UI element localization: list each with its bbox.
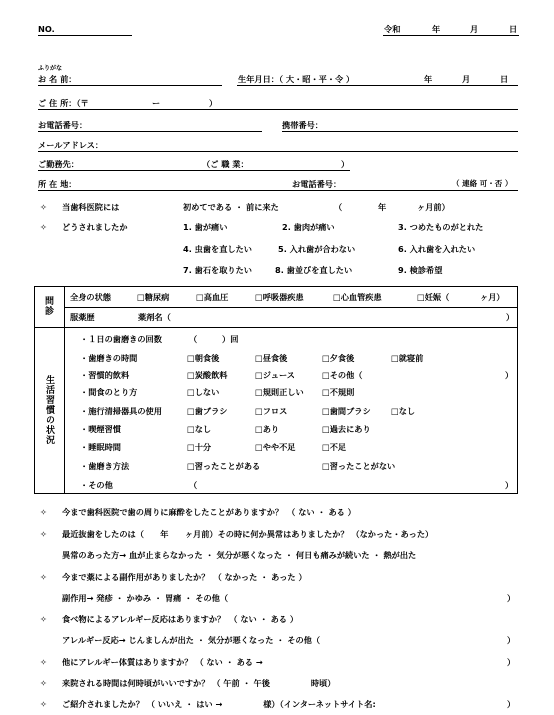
table-divider — [64, 286, 65, 494]
birth-day: 日 — [500, 74, 509, 84]
question-text: 今まで薬による副作用がありましたか？ （ なかった ・ あった ） — [62, 572, 307, 582]
question-text: 異常のあった方→ 血が止まらなかった ・ 気分が悪くなった ・ 何日も痛みが続いた ・ 熱が出た — [62, 550, 417, 560]
lifestyle-checkbox[interactable]: □不規則 — [322, 387, 355, 397]
lifestyle-checkbox[interactable]: □フロス — [255, 406, 288, 416]
work-line — [38, 170, 350, 171]
diamond-icon: ✧ — [40, 222, 47, 232]
reason-option: 9. 検診希望 — [398, 265, 443, 275]
medication-label: 服薬歴 — [70, 312, 95, 322]
lifestyle-checkbox[interactable]: □朝食後 — [187, 353, 220, 363]
lifestyle-checkbox[interactable]: □あり — [255, 424, 280, 434]
number-line — [38, 35, 132, 36]
lifestyle-checkbox[interactable]: □過去にあり — [322, 424, 371, 434]
email-line — [38, 151, 518, 152]
work-label: ご勤務先： — [38, 159, 79, 169]
lifestyle-item: ・施行清掃器具の使用 — [80, 406, 162, 416]
visit-paren: （ — [334, 202, 343, 212]
diabetes-checkbox[interactable]: □糖尿病 — [137, 292, 170, 302]
respiratory-checkbox[interactable]: □呼吸器疾患 — [255, 292, 304, 302]
address-label: ご 住 所：（〒 — [38, 98, 89, 108]
address-dash: ー — [152, 98, 161, 108]
lifestyle-item: ・間食のとり方 — [80, 387, 138, 397]
diamond-icon: ✧ — [40, 678, 47, 688]
number-label: NO. — [38, 24, 55, 34]
name-line — [38, 85, 222, 86]
lifestyle-item: ・睡眠時間 — [80, 442, 121, 452]
name-label: お 名 前： — [38, 74, 77, 84]
question-text: 食べ物によるアレルギー反応はありますか？ （ ない ・ ある ） — [62, 614, 299, 624]
lifestyle-checkbox[interactable]: □不足 — [322, 442, 347, 452]
birth-label: 生年月日：（ 大・昭・平・令 ） — [238, 74, 355, 84]
diamond-icon: ✧ — [40, 572, 47, 582]
lifestyle-item: ・歯磨きの時間 — [80, 353, 138, 363]
lifestyle-label: 生活習慣の状況 — [44, 375, 54, 445]
lifestyle-checkbox[interactable]: □十分 — [187, 442, 212, 452]
lifestyle-checkbox[interactable]: □習ったことがない — [322, 461, 396, 471]
reason-option: 2. 歯肉が痛い — [282, 222, 335, 232]
location-label: 所 在 地： — [38, 179, 77, 189]
job-label: （ご 職 業： — [202, 159, 249, 169]
birth-month: 月 — [462, 74, 471, 84]
contact-ok-label: （ 連絡 可・否 ） — [452, 179, 513, 188]
cardio-checkbox[interactable]: □心血管疾患 — [333, 292, 382, 302]
lifestyle-checkbox[interactable]: □習ったことがある — [187, 461, 261, 471]
diamond-icon: ✧ — [40, 699, 47, 709]
brushing-count-open: （ — [189, 334, 198, 344]
date-year: 年 — [432, 24, 441, 34]
pregnancy-months: ヶ月） — [480, 292, 505, 302]
diamond-icon: ✧ — [40, 202, 47, 212]
lifestyle-checkbox[interactable]: □規則正しい — [255, 387, 304, 397]
drug-name-close: ） — [506, 312, 515, 322]
lifestyle-item: ・１日の歯磨きの回数 — [80, 334, 162, 344]
reason-option: 1. 歯が痛い — [183, 222, 228, 232]
location-phone-label: お電話番号： — [292, 179, 342, 189]
other-close: ） — [505, 480, 514, 490]
lifestyle-item: ・歯磨き方法 — [80, 461, 130, 471]
lifestyle-checkbox[interactable]: □夕食後 — [322, 353, 355, 363]
question-close: ） — [507, 657, 516, 667]
health-status-label: 全身の状態 — [70, 292, 111, 302]
visit-month: ヶ月前） — [417, 202, 450, 212]
lifestyle-checkbox[interactable]: □炭酸飲料 — [187, 370, 228, 380]
lifestyle-checkbox[interactable]: □昼食後 — [255, 353, 288, 363]
visit-options: 初めてである ・ 前に来た — [183, 202, 279, 212]
reason-option: 8. 歯並びを直したい — [275, 265, 353, 275]
other-open: （ — [189, 480, 198, 490]
reason-question: どうされましたか — [62, 222, 128, 232]
brushing-count-close: ）回 — [222, 334, 239, 344]
birth-year: 年 — [424, 74, 433, 84]
drug-name-label: 薬剤名（ — [138, 312, 171, 322]
question-close: ） — [507, 635, 516, 645]
date-day: 日 — [509, 24, 518, 34]
lifestyle-item: ・喫煙習慣 — [80, 424, 121, 434]
lifestyle-checkbox[interactable]: □ジュース — [255, 370, 295, 380]
date-month: 月 — [470, 24, 479, 34]
table-section-line — [34, 327, 518, 328]
lifestyle-checkbox[interactable]: □やや不足 — [255, 442, 296, 452]
question-text: 最近抜歯をしたのは（ 年 ヶ月前）その時に何か異常はありましたか？ （なかった・あった） — [62, 529, 434, 539]
lifestyle-checkbox[interactable]: □歯間ブラシ — [322, 406, 371, 416]
email-label: メールアドレス： — [38, 140, 104, 150]
phone-label: お電話番号： — [38, 120, 88, 130]
diamond-icon: ✧ — [40, 614, 47, 624]
hypertension-checkbox[interactable]: □高血圧 — [196, 292, 229, 302]
phone-line — [38, 131, 262, 132]
date-era: 令和 — [384, 24, 401, 34]
pregnancy-checkbox[interactable]: □妊娠（ — [417, 292, 450, 302]
table-row-line — [64, 307, 518, 308]
mobile-line — [282, 131, 518, 132]
visit-year: 年 — [378, 202, 387, 212]
job-close: ） — [341, 159, 350, 169]
question-text: アレルギー反応→ じんましんが出た ・ 気分が悪くなった ・ その他（ — [62, 635, 321, 645]
lifestyle-checkbox[interactable]: □なし — [187, 424, 212, 434]
furigana-label: ふりがな — [38, 65, 63, 72]
reason-option: 7. 歯石を取りたい — [183, 265, 252, 275]
reason-option: 3. つめたものがとれた — [398, 222, 484, 232]
diamond-icon: ✧ — [40, 657, 47, 667]
question-text: ご紹介されましたか？ （ いいえ ・ はい → 様）（インターネットサイト名: — [62, 699, 376, 709]
lifestyle-item: ・その他 — [80, 480, 113, 490]
question-text: 他にアレルギー体質はありますか？ （ ない ・ ある → — [62, 657, 263, 667]
birth-line — [237, 85, 518, 86]
lifestyle-checkbox[interactable]: □なし — [391, 406, 416, 416]
question-close: ） — [507, 699, 516, 709]
monshin-label: 問診 — [43, 296, 53, 316]
date-line — [383, 35, 519, 36]
other-close: ） — [505, 370, 514, 380]
address-line — [38, 109, 518, 110]
reason-option: 5. 入れ歯が合わない — [278, 244, 356, 254]
mobile-label: 携帯番号： — [282, 120, 323, 130]
question-close: ） — [507, 593, 516, 603]
question-text: 今まで歯科医院で歯の周りに麻酔をしたことがありますか？ （ ない ・ ある ） — [62, 507, 356, 517]
diamond-icon: ✧ — [40, 507, 47, 517]
lifestyle-checkbox[interactable]: □しない — [187, 387, 220, 397]
lifestyle-item: ・習慣的飲料 — [80, 370, 130, 380]
question-text: 副作用→ 発疹 ・ かゆみ ・ 胃痛 ・ その他（ — [62, 593, 229, 603]
lifestyle-checkbox[interactable]: □歯ブラシ — [187, 406, 228, 416]
lifestyle-checkbox[interactable]: □その他（ — [322, 370, 363, 380]
reason-option: 6. 入れ歯を入れたい — [398, 244, 476, 254]
lifestyle-checkbox[interactable]: □就寝前 — [391, 353, 424, 363]
question-text: 来院される時間は何時頃がいいですか？ （ 午前 ・ 午後 時頃） — [62, 678, 336, 688]
diamond-icon: ✧ — [40, 529, 47, 539]
address-close: ） — [209, 98, 218, 108]
reason-option: 4. 虫歯を直したい — [183, 244, 252, 254]
location-line — [38, 190, 518, 191]
visit-question: 当歯科医院には — [62, 202, 120, 212]
